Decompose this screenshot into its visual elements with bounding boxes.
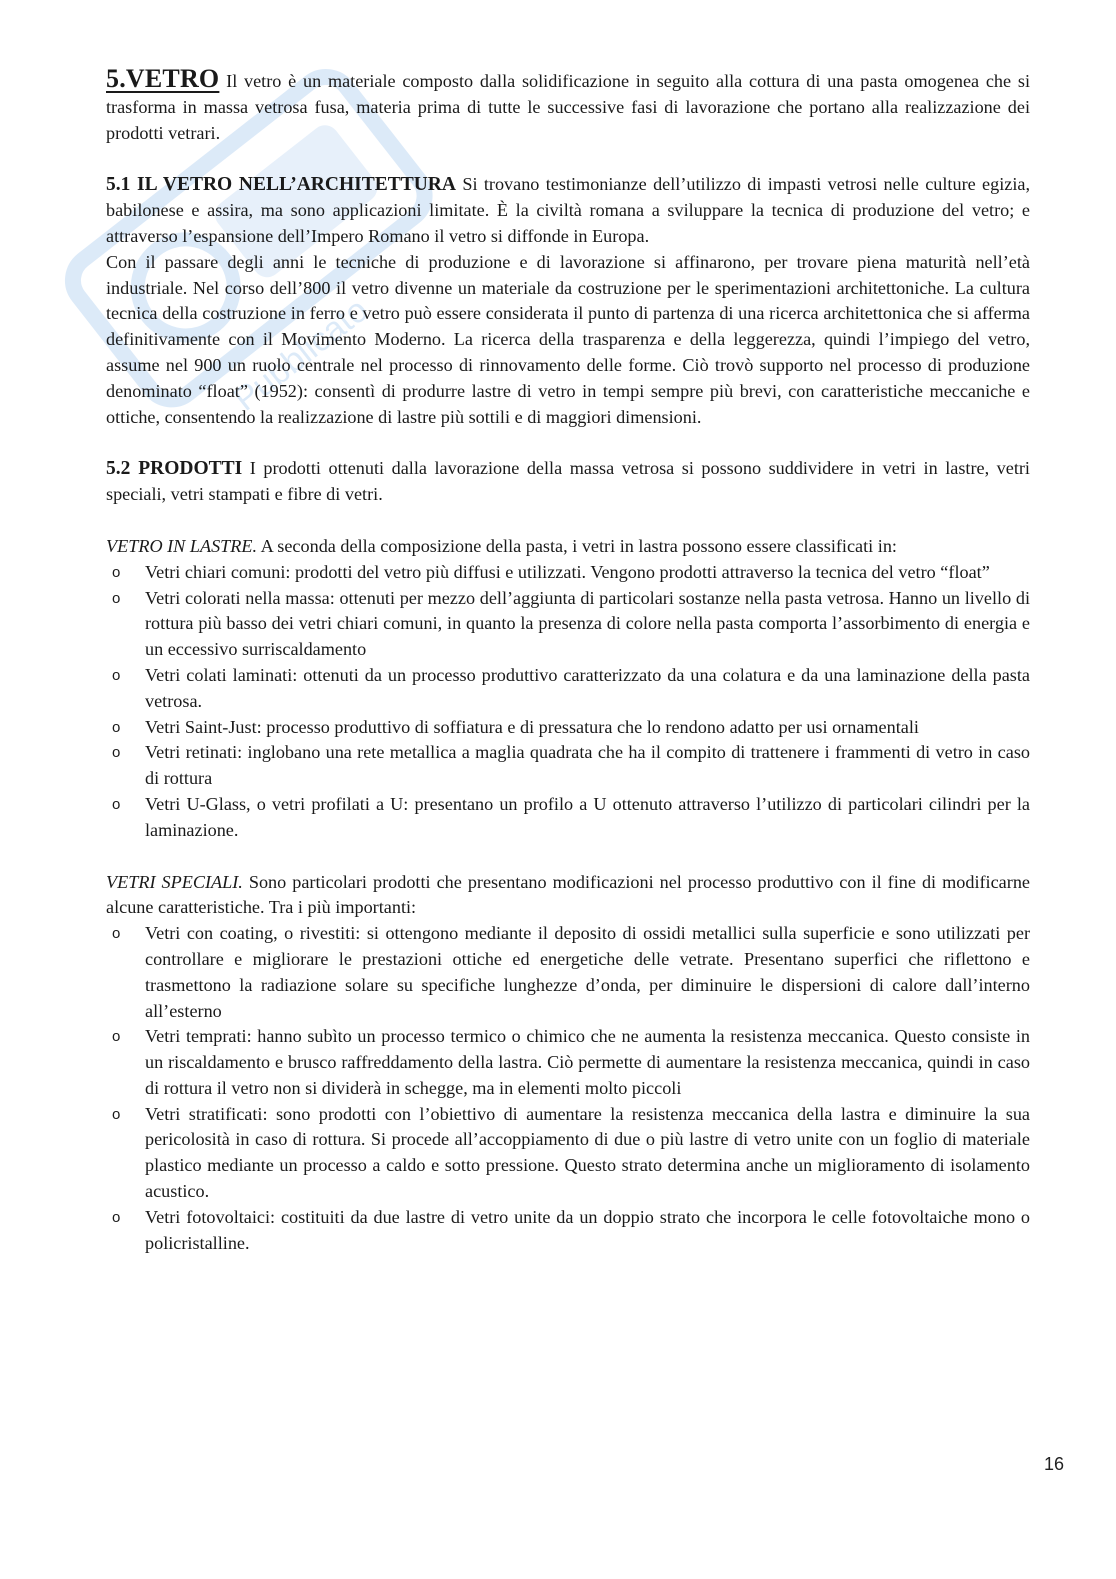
lastre-intro: A seconda della composizione della pasta, i vetri in lastra possono essere classificati in:: [257, 535, 897, 556]
bullet-icon: o: [112, 1105, 121, 1123]
bullet-icon: o: [112, 718, 121, 736]
list-item: [106, 560, 1030, 586]
bullet-icon: o: [112, 795, 121, 813]
list-item-text: Vetri fotovoltaici: costituiti da due lastre di vetro unite da un doppio strato che incorpora le celle fotovoltaiche mono o policristalline.: [145, 1206, 1030, 1253]
section-5-1-body-2: Con il passare degli anni le tecniche di produzione e di lavorazione si affinarono, per trovare piena maturità nell’età industriale. Nel corso dell’800 il vetro divenne un materiale da costruzione per le sperimentazioni architettoniche. La cultura tecnica della costruzione in ferro e vetro può essere considerata il punto di partenza di una ricerca architettonica che si afferma definitivamente con il Movimento Moderno. La ricerca della trasparenza e della leggerezza, quindi l’impiego del vetro, assume nel 900 un ruolo centrale nel processo di rinnovamento delle forme. Ciò trovò supporto nel processo di produzione denominato “float” (1952): consentì di produrre lastre di vetro in tempi sempre più brevi, con caratteristiche meccaniche e ottiche, consentendo la realizzazione di lastre più sottili e di maggiori dimensioni.: [106, 251, 1030, 427]
list-item: [106, 715, 1030, 741]
list-item-text: Vetri con coating, o rivestiti: si ottengono mediante il deposito di ossidi metallici sulla superficie e sono utilizzati per controllare e migliorare le prestazioni ottiche ed energetiche delle vetrate. Presentano superfici che riflettono e trasmettono la radiazione solare su specifiche lunghezze d’onda, per diminuire le dispersioni di calore dall’interno all’esterno: [145, 923, 1030, 1021]
lastre-list: [106, 560, 1030, 844]
section-5-paragraph: [106, 66, 1030, 146]
list-item: [106, 792, 1030, 844]
list-item-text: Vetri Saint-Just: processo produttivo di soffiatura e di pressatura che lo rendono adatto per usi ornamentali: [145, 716, 919, 737]
list-item-text: Vetri retinati: inglobano una rete metallica a maglia quadrata che ha il compito di trattenere i frammenti di vetro in caso di rottura: [145, 742, 1030, 789]
list-item-text: Vetri U-Glass, o vetri profilati a U: presentano un profilo a U ottenuto attraverso l’utilizzo di particolari cilindri per la laminazione.: [145, 793, 1030, 840]
list-item-text: Vetri temprati: hanno subìto un processo termico o chimico che ne aumenta la resistenza meccanica. Questo consiste in un riscaldamento e brusco raffreddamento della lastra. Ciò permette di aumentare la resistenza meccanica, quindi in caso di rottura il vetro non si dividerà in schegge, ma in elementi molto piccoli: [145, 1026, 1030, 1098]
section-5-2-paragraph: [106, 456, 1030, 508]
lastre-label: VETRO IN LASTRE.: [106, 535, 258, 556]
section-5-1-title: 5.1 IL VETRO NELL’ARCHITETTURA: [106, 174, 456, 196]
bullet-icon: o: [112, 1208, 121, 1226]
section-5-1-body-1: Si trovano testimonianze dell’utilizzo di impasti vetrosi nelle culture egizia, babilonese e assira, ma sono applicazioni limitate. È la civiltà romana a sviluppare la tecnica di produzione del vetro; e attraverso l’espansione dell’Impero Romano il vetro si diffonde in Europa.: [106, 174, 1031, 246]
list-item: [106, 740, 1030, 792]
speciali-list: [106, 921, 1030, 1256]
list-item: [106, 586, 1030, 663]
document-page: [106, 66, 1030, 1256]
section-5-body: Il vetro è un materiale composto dalla solidificazione in seguito alla cottura di una pasta omogenea che si trasforma in massa vetrosa fusa, materia prima di tutte le successive fasi di lavorazione che portano alla realizzazione dei prodotti vetrari.: [106, 71, 1030, 143]
list-item-text: Vetri colorati nella massa: ottenuti per mezzo dell’aggiunta di particolari sostanze nella pasta vetrosa. Hanno un livello di rottura più basso dei vetri chiari comuni, in quanto la presenza di colore nella pasta comporta l’assorbimento di energia e un eccessivo surriscaldamento: [145, 587, 1030, 660]
list-item: [106, 1102, 1030, 1205]
speciali-label: VETRI SPECIALI.: [106, 871, 243, 892]
bullet-icon: o: [112, 744, 121, 762]
lastre-intro-paragraph: [106, 534, 1030, 560]
list-item: [106, 1024, 1030, 1101]
section-5-2-body: I prodotti ottenuti dalla lavorazione della massa vetrosa si possono suddividere in vetri in lastre, vetri speciali, vetri stampati e fibre di vetri.: [106, 458, 1030, 505]
list-item-text: Vetri stratificati: sono prodotti con l’obiettivo di aumentare la resistenza meccanica della lastra e diminuire la sua pericolosità in caso di rottura. Si procede all’accoppiamento di due o più lastre di vetro unite con un foglio di materiale plastico mediante un processo a caldo e sotto pressione. Questo strato determina anche un miglioramento di isolamento acustico.: [145, 1103, 1030, 1202]
list-item-text: Vetri chiari comuni: prodotti del vetro più diffusi e utilizzati. Vengono prodotti attraverso la tecnica del vetro “float”: [145, 561, 990, 582]
list-item: [106, 1205, 1030, 1257]
bullet-icon: o: [112, 563, 121, 581]
section-5-title: 5.VETRO: [106, 64, 220, 93]
list-item: [106, 921, 1030, 1024]
bullet-icon: o: [112, 925, 121, 943]
speciali-intro-paragraph: [106, 870, 1030, 922]
page-number: 16: [1043, 1454, 1064, 1474]
bullet-icon: o: [112, 1028, 121, 1046]
watermark-text: Pubblicato: [226, 290, 376, 419]
section-5-2-title: 5.2 PRODOTTI: [106, 458, 243, 480]
list-item: [106, 663, 1030, 715]
section-5-1-paragraph: [106, 172, 1030, 249]
bullet-icon: o: [112, 589, 121, 607]
speciali-intro: Sono particolari prodotti che presentano modificazioni nel processo produttivo con il fine di modificarne alcune caratteristiche. Tra i più importanti:: [106, 871, 1030, 918]
bullet-icon: o: [112, 666, 121, 684]
list-item-text: Vetri colati laminati: ottenuti da un processo produttivo caratterizzato da una colatura e da una laminazione della pasta vetrosa.: [145, 664, 1030, 711]
